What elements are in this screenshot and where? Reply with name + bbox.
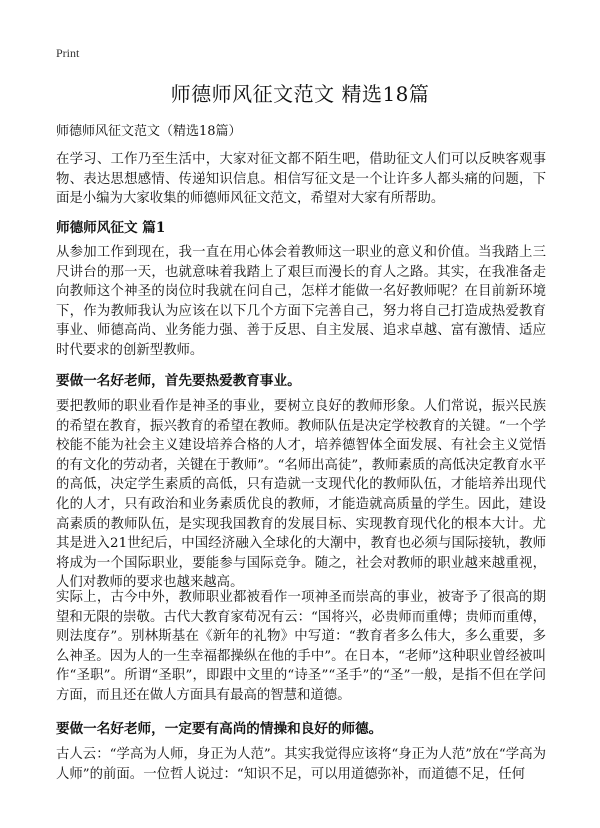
document-subtitle: 师德师风征文范文（精选18篇） bbox=[56, 124, 242, 139]
paragraph-1: 从参加工作到现在，我一直在用心体会着教师这一职业的意义和价值。当我踏上三尺讲台的那一天，也就意味着我踏上了艰巨而漫长的育人之路。其实，在我准备走向教师这个神圣的岗位时我就在问自己，怎样才能做一名好教师呢？在目前新环境下，作为教师我认为应该在以下几个方面下完善自己，努力将自己打造成热爱教育事业、师德高尚、业务能力强、善于反思、自主发展、追求卓越、富有激情、适应时代要求的创新型教师。 bbox=[56, 245, 546, 358]
intro-paragraph: 在学习、工作乃至生活中，大家对征文都不陌生吧，借助征文人们可以反映客观事物、表达思想感情、传递知识信息。相信写征文是一个让许多人都头痛的问题，下面是小编为大家收集的师德师风征文范文，希望对大家有所帮助。 bbox=[56, 152, 546, 207]
section-heading: 师德师风征文 篇1 bbox=[56, 220, 166, 236]
print-label[interactable]: Print bbox=[56, 46, 80, 60]
subheading-ethics: 要做一名好老师，一定要有高尚的情操和良好的师德。 bbox=[56, 721, 383, 737]
paragraph-3: 实际上，古今中外，教师职业都被看作一项神圣而崇高的事业，被寄予了很高的期望和无限的崇敬。古代大教育家荀况有云：“国将兴，必贵师而重傅；贵师而重傅，则法度存”。别林斯基在《新年的礼物》中写道：“教育者多么伟大，多么重要，多么神圣。因为人的一生幸福都操纵在他的手中”。在日本，“老师”这种职业曾经被叫作“圣职”。所谓“圣职”，即跟中文里的“诗圣”“圣手”的“圣”一般，是指不但在学问方面，而且还在做人方面具有最高的智慧和道德。 bbox=[56, 590, 546, 703]
paragraph-4: 古人云：“学高为人师，身正为人范”。其实我觉得应该将“身正为人范”放在“学高为人师”的前面。一位哲人说过：“知识不足，可以用道德弥补，而道德不足，任何 bbox=[56, 747, 546, 782]
paragraph-2: 要把教师的职业看作是神圣的事业，要树立良好的教师形象。人们常说，振兴民族的希望在教育，振兴教育的希望在教师。教师队伍是决定学校教育的关键。“一个学校能不能为社会主义建设培养合格的人才，培养德智体全面发展、有社会主义觉悟的有文化的劳动者，关键在于教师”。“名师出高徒”，教师素质的高低决定教育水平的高低，决定学生素质的高低，只有造就一支现代化的教师队伍，才能培养出现代化的人才，只有政治和业务素质优良的教师，才能造就高质量的学生。因此，建设高素质的教师队伍，是实现我国教育的发展目标、实现教育现代化的根本大计。尤其是进入21世纪后，中国经济融入全球化的大潮中，教育也必须与国际接轨，教师将成为一个国际职业，要能参与国际竞争。随之，社会对教师的职业越来越重视，人们对教师的要求也越来越高。 bbox=[56, 399, 546, 591]
subheading-love-education: 要做一名好老师，首先要热爱教育事业。 bbox=[56, 373, 301, 389]
page-title: 师德师风征文范文 精选18篇 bbox=[170, 82, 430, 106]
